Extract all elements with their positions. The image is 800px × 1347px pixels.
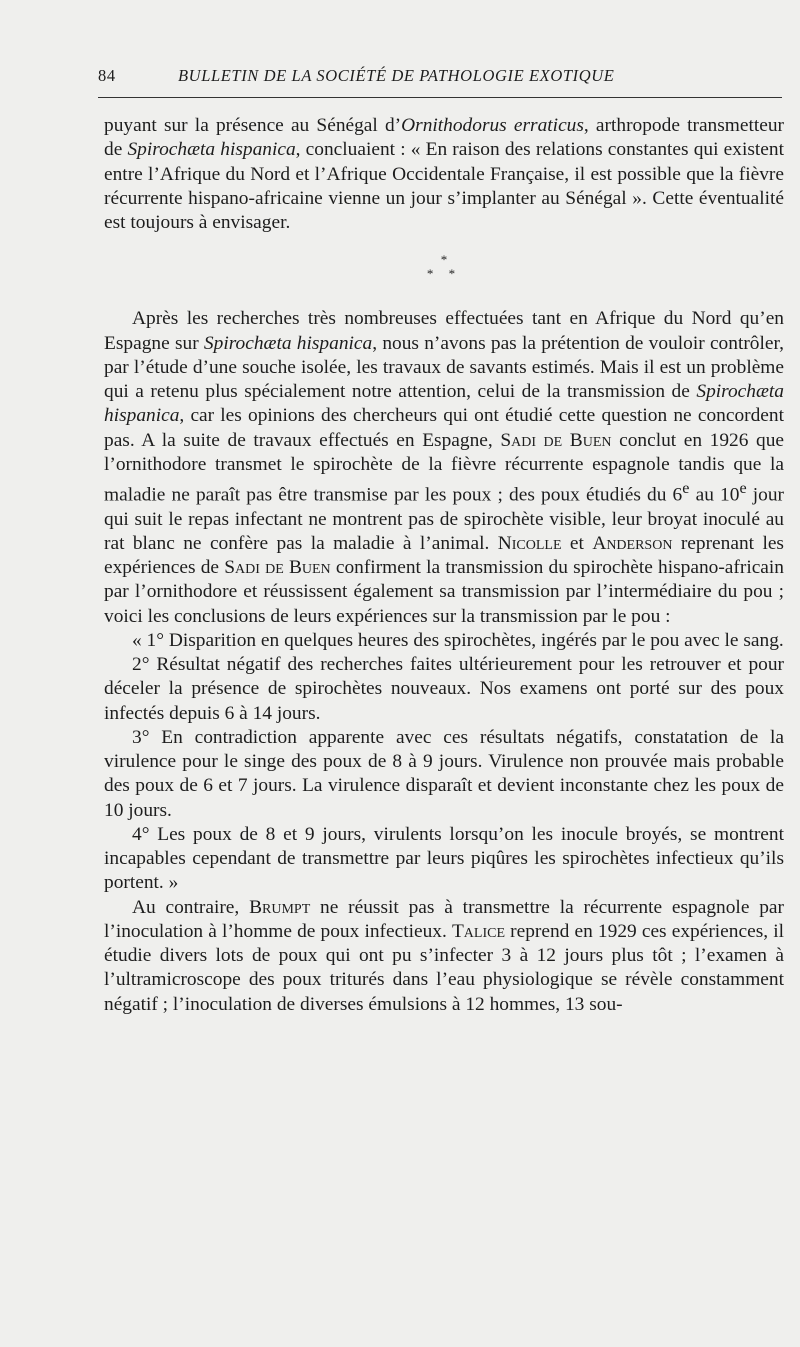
paragraph-continuation: puyant sur la présence au Sénégal d’Ornithodorus erraticus, arthropode transmetteur de Spirochæta hispanica, concluaient : « En raison des relations constantes qui existent entre l’Afrique du Nord et l’Afrique Occidentale Française, il est possible que la fièvre récurrente hispano-africaine vienne un jour s’implanter au Sénégal ». Cette éventualité est toujours à envisager. xyxy=(104,115,785,233)
author-name: Talice xyxy=(451,920,506,942)
species-name: Spirochæta hispanica xyxy=(203,332,373,354)
paragraph: Après les recherches très nombreuses effectuées tant en Afrique du Nord qu’en Espagne sur Spirochæta hispanica, nous n’avons pas la prétention de vouloir contrôler, par l’étude d’une souche isolée, les travaux de savants estimés. Mais il est un problème qui a retenu plus spécialement notre attention, celui de la transmission de Spirochæta hispanica, car les opinions des chercheurs qui ont étudié cette question ne concordent pas. A la suite de travaux effectués en Espagne, Sadi de Buen conclut en 1926 que l’ornithodore transmet le spirochète de la fièvre récurrente espagnole tandis que la maladie ne paraît pas être transmise par les poux ; des poux étudiés du 6e au 10e jour qui suit le repas infectant ne montrent pas de spirochète visible, leur broyat inoculé au rat blanc ne confère pas la maladie à l’animal. Nicolle et Anderson reprenant les expériences de Sadi de Buen confirment la transmission du spirochète hispano-africain par l’ornithodore et réussissent également sa transmission par l’intermédiaire du pou ; voici les conclusions de leurs expériences sur la transmission par le pou : xyxy=(104,308,785,627)
quote-item: « 1° Disparition en quelques heures des spirochètes, ingérés par le pou avec le sang. xyxy=(132,629,784,651)
author-name: Brumpt xyxy=(249,896,311,918)
running-title: BULLETIN DE LA SOCIÉTÉ DE PATHOLOGIE EXOTIQUE xyxy=(178,66,615,85)
species-name: Spirochæta hispanica xyxy=(127,139,296,161)
quote-item: 4° Les poux de 8 et 9 jours, virulents lorsqu’on les inocule broyés, se montrent incapables cependant de transmettre par leurs piqûres les spirochètes infectieux qu’ils portent. » xyxy=(104,823,784,894)
page-header xyxy=(98,66,788,90)
page-number: 84 xyxy=(98,66,116,85)
author-name: Sadi de Buen xyxy=(500,429,612,451)
quote-item: 2° Résultat négatif des recherches faites ultérieurement pour les retrouver et pour déceler la présence de spirochètes nouveaux. Nos examens ont porté sur des poux infectés depuis 6 à 14 jours. xyxy=(104,654,784,724)
author-name: Anderson xyxy=(592,532,673,554)
species-name: Spirochæta hispanica xyxy=(104,381,784,427)
author-name: Nicolle xyxy=(497,532,562,554)
quote-item: 3° En contradiction apparente avec ces résultats négatifs, constatation de la virulence pour le singe des poux de 8 à 9 jours. Virulence non prouvée mais probable des poux de 6 et 7 jours. La virulence disparaît et devient inconstante chez les poux de 10 jours. xyxy=(104,726,784,821)
paragraph: Au contraire, Brumpt ne réussit pas à transmettre la récurrente espagnole par l’inoculation à l’homme de poux infectieux. Talice reprend en 1929 ces expériences, il étudie divers lots de poux qui ont pu s’infecter 3 à 12 jours plus tôt ; l’examen à l’ultramicroscope des poux triturés dans l’eau physiologique se révèle constamment négatif ; l’inoculation de diverses émulsions à 12 hommes, 13 sou- xyxy=(104,896,784,1015)
species-name: Ornithodorus erraticus xyxy=(401,115,584,136)
section-asterism: * * * xyxy=(426,252,462,282)
article-body xyxy=(104,114,784,1017)
header-rule xyxy=(98,97,782,98)
author-name: Sadi de Buen xyxy=(224,557,331,579)
